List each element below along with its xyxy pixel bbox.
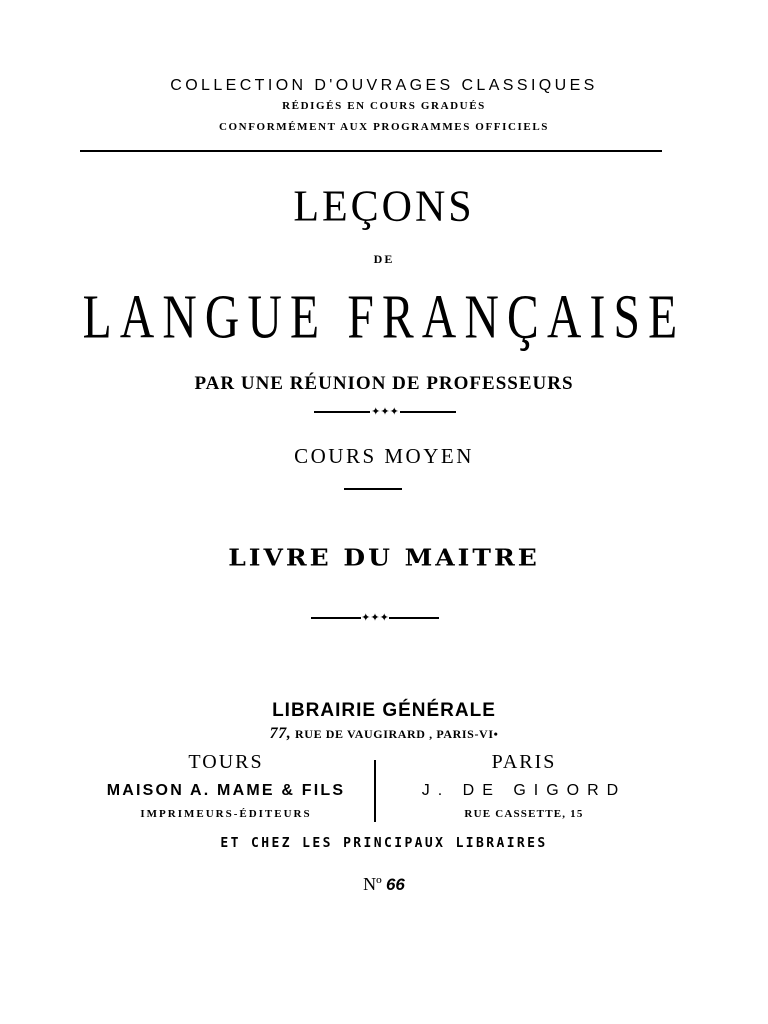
title-de: DE: [373, 252, 395, 266]
city-paris: PARIS: [491, 751, 557, 773]
column-divider: [374, 760, 376, 822]
edition-number: [0, 874, 768, 895]
publisher-mame: MAISON A. MAME & FILS: [106, 782, 346, 799]
author-line: PAR UNE RÉUNION DE PROFESSEURS: [194, 373, 574, 394]
publisher-mame-subtitle: IMPRIMEURS-ÉDITEURS: [140, 808, 312, 820]
number-prefix: Nº: [363, 874, 382, 894]
collection-subtitle: RÉDIGÉS EN COURS GRADUÉS: [282, 100, 486, 112]
publisher-gigord: J. DE GIGORD: [421, 782, 627, 799]
top-divider: [80, 150, 662, 152]
booksellers-note: ET CHEZ LES PRINCIPAUX LIBRAIRES: [220, 836, 548, 851]
address-number: 77,: [269, 725, 292, 742]
title-lecons: LEÇONS: [293, 182, 475, 232]
number-value: 66: [385, 875, 405, 894]
title-langue-francaise: LANGUE FRANÇAISE: [82, 281, 686, 352]
publisher-name: LIBRAIRIE GÉNÉRALE: [272, 700, 496, 721]
collection-conformity: CONFORMÉMENT AUX PROGRAMMES OFFICIELS: [218, 121, 550, 133]
collection-title: COLLECTION D'OUVRAGES CLASSIQUES: [170, 77, 598, 94]
short-divider: [344, 488, 402, 490]
imprint-left-column: [80, 750, 372, 822]
publisher-gigord-address: RUE CASSETTE, 15: [464, 808, 584, 820]
city-tours: TOURS: [188, 751, 264, 773]
book-type: LIVRE DU MAITRE: [228, 543, 540, 572]
ornament-divider: [314, 406, 456, 418]
publisher-address: [0, 725, 768, 743]
ornament-glyph: ✦✦✦: [371, 405, 399, 418]
course-level: COURS MOYEN: [294, 444, 474, 468]
imprint-right-column: [378, 750, 670, 822]
address-street: RUE DE VAUGIRARD , PARIS-VI•: [295, 727, 499, 741]
ornament-divider-2: [311, 612, 439, 624]
ornament-glyph-2: ✦✦✦: [361, 611, 389, 624]
